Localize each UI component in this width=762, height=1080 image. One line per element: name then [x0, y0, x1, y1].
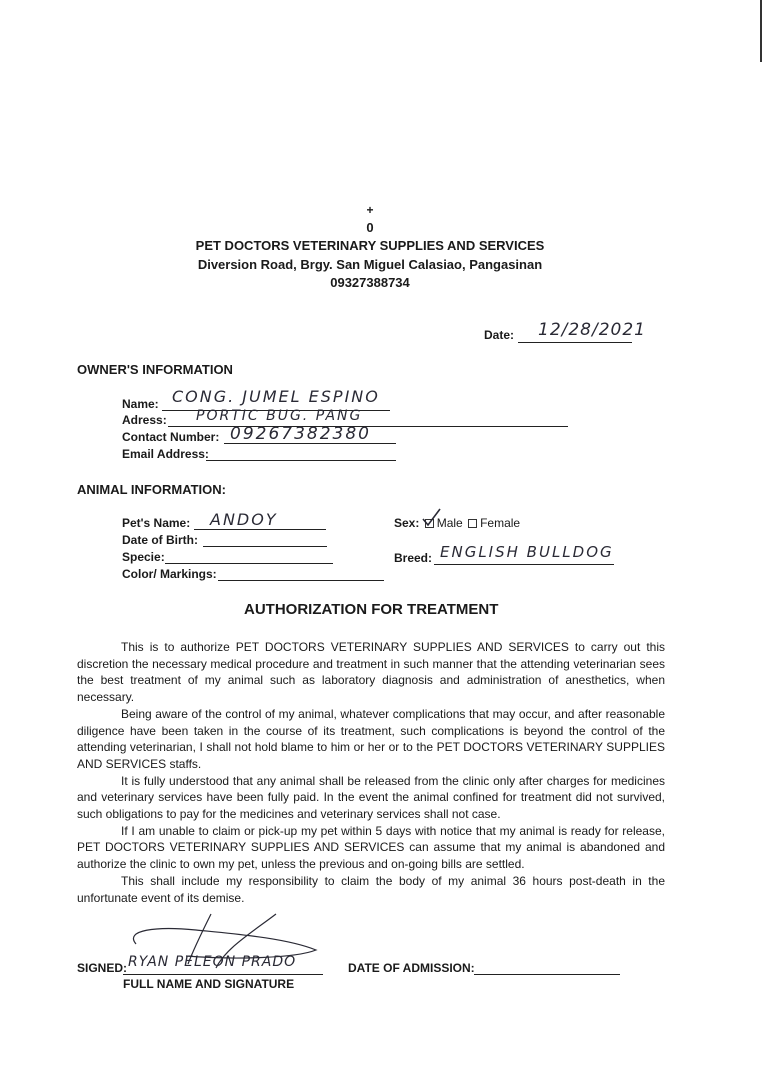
female-checkbox: [468, 519, 477, 528]
pet-name-label: Pet's Name:: [122, 516, 191, 530]
sex-female-option: Female: [480, 516, 521, 530]
clinic-name: PET DOCTORS VETERINARY SUPPLIES AND SERVICES: [195, 238, 545, 253]
header-zero: 0: [366, 220, 374, 235]
breed-line: [434, 564, 614, 565]
dob-line: [203, 546, 327, 547]
date-value: 12/28/2021: [538, 320, 646, 340]
admission-label: DATE OF ADMISSION:: [348, 961, 475, 975]
sex-label: Sex:: [394, 516, 420, 530]
header-cross: +: [366, 203, 374, 217]
owner-address-label: Adress:: [122, 413, 167, 427]
owner-contact-value: 09267382380: [230, 424, 371, 444]
signed-label: SIGNED:: [77, 961, 128, 975]
signature-caption: FULL NAME AND SIGNATURE: [123, 977, 295, 991]
owner-email-label: Email Address:: [122, 447, 209, 461]
breed-value: ENGLISH BULLDOG: [440, 543, 614, 561]
owner-name-label: Name:: [122, 397, 159, 411]
owner-contact-label: Contact Number:: [122, 430, 220, 444]
authorization-paragraph: If I am unable to claim or pick-up my pet within 5 days with notice that my animal is ready for release, PET DOCTORS VETERINARY SUPPLIES AND SERVICES can assume that my animal is abandoned and authorize the clinic to own my pet, unless the previous and on-going bills are settled.: [77, 823, 665, 872]
animal-heading: ANIMAL INFORMATION:: [77, 482, 226, 497]
owner-name-value: CONG. JUMEL ESPINO: [172, 387, 380, 406]
color-markings-line: [218, 580, 384, 581]
signed-line: [123, 974, 323, 975]
clinic-address: Diversion Road, Brgy. San Miguel Calasiao, Pangasinan: [197, 257, 543, 272]
authorization-paragraph: This is to authorize PET DOCTORS VETERINARY SUPPLIES AND SERVICES to carry out this discretion the necessary medical procedure and treatment in such manner that the attending veterinarian sees the best treatment of my animal such as laboratory diagnosis and administration of anesthetics, when necessary.: [77, 640, 665, 705]
sex-field: [394, 516, 520, 530]
admission-line: [474, 974, 620, 975]
owner-email-line: [206, 460, 396, 461]
breed-label: Breed:: [394, 551, 433, 565]
pet-name-line: [194, 529, 326, 530]
check-mark-icon: [420, 506, 442, 528]
authorization-paragraph: It is fully understood that any animal shall be released from the clinic only after charges for medicines and veterinary services have been fully paid. In the event the animal confined for treatment did not survived, such obligations to pay for the medicines and veterinary services shall not case.: [77, 773, 665, 822]
authorization-paragraph: This shall include my responsibility to claim the body of my animal 36 hours post-death in the unfortunate event of its demise.: [77, 873, 665, 905]
dob-label: Date of Birth:: [122, 533, 198, 547]
clinic-phone: 09327388734: [330, 275, 410, 290]
date-line: [518, 342, 632, 343]
specie-label: Specie:: [122, 550, 165, 564]
sex-male-option: Male: [436, 516, 463, 530]
signed-value: RYAN PELEON PRADO: [128, 954, 297, 970]
authorization-paragraph: Being aware of the control of my animal, whatever complications that may occur, and after reasonable diligence have been taken in the course of its treatment, such complications is beyond the control of the attending veterinarian, I shall not hold blame to him or her or to the PET DOCTORS VETERINARY SUPPLIES AND SERVICES staffs.: [77, 706, 665, 771]
specie-line: [165, 563, 333, 564]
owner-address-value: PORTIC BUG. PANG: [196, 408, 363, 424]
color-markings-label: Color/ Markings:: [122, 567, 217, 581]
owner-heading: OWNER'S INFORMATION: [77, 362, 233, 377]
authorization-title: AUTHORIZATION FOR TREATMENT: [244, 601, 499, 618]
date-label: Date:: [484, 328, 515, 342]
pet-name-value: ANDOY: [210, 510, 278, 529]
authorization-body: [77, 639, 665, 906]
